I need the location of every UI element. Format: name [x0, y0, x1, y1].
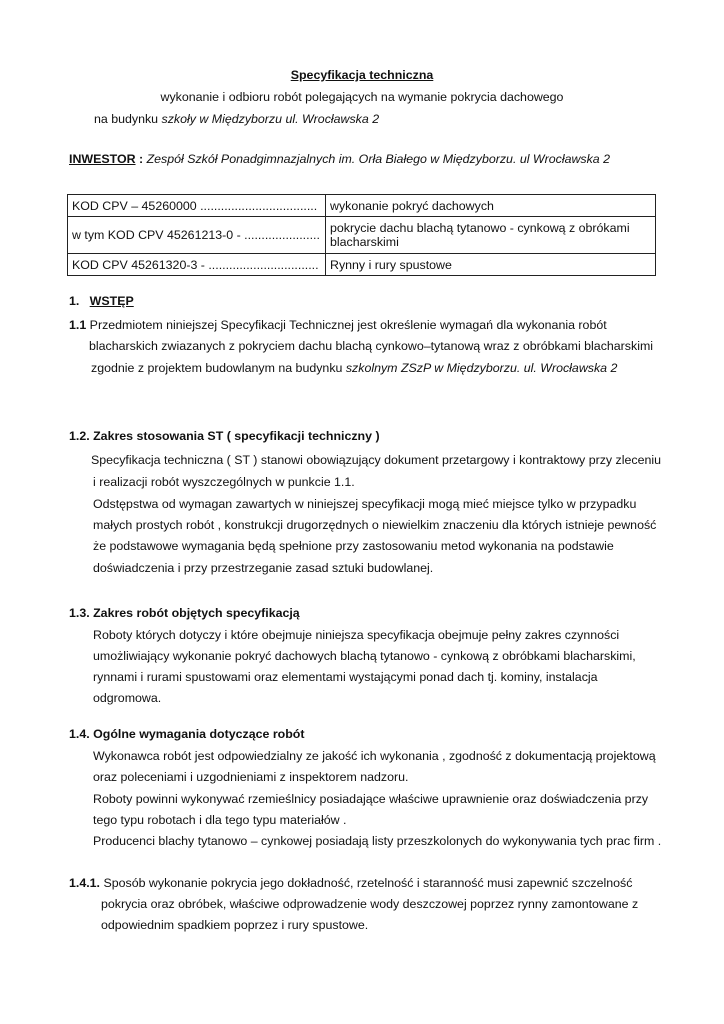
paragraph-line: umożliwiający wykonanie pokryć dachowych blachą tytanowo - cynkową z obróbkami blacharskimi,: [93, 649, 636, 663]
paragraph-line: Producenci blachy tytanowo – cynkowej posiadają listy przeszkolonych do wykonywania tych prac firm .: [93, 834, 662, 848]
paragraph-1-4-1-text: Sposób wykonanie pokrycia jego dokładność, rzetelność i staranność musi zapewnić szczelność: [100, 876, 633, 890]
cpv-code-cell: KOD CPV – 45260000 ..................................: [68, 195, 326, 217]
paragraph-1-4-1-number: 1.4.1.: [69, 876, 101, 890]
investor-separator: :: [135, 152, 147, 166]
paragraph-line: Odstępstwa od wymagan zawartych w niniejszej specyfikacji mogą mieć miejsce tylko w przypadku: [93, 497, 637, 511]
investor-line: [69, 152, 610, 166]
location-prefix: na budynku: [94, 112, 162, 126]
location-italic: szkoły w Międzyborzu ul. Wrocławska 2: [161, 112, 380, 126]
paragraph-1-1-line-3: [91, 361, 617, 375]
paragraph-line: rynnami i rurami spustowami oraz elementami wystającymi ponad dach tj. kominy, instalacja: [93, 670, 598, 684]
cpv-desc-cell: pokrycie dachu blachą tytanowo - cynkową z obrókami blacharskimi: [326, 217, 656, 254]
section-1-heading: [69, 294, 134, 308]
paragraph-line: Roboty powinni wykonywać rzemieślnicy posiadające właściwe uprawnienie oraz doświadczenia przy: [93, 792, 649, 806]
table-row: [68, 217, 656, 254]
location-line: [94, 112, 379, 126]
table-row: [68, 195, 656, 217]
section-1-2-heading: 1.2. Zakres stosowania ST ( specyfikacji techniczny ): [69, 429, 380, 443]
paragraph-1-1-line-3-prefix: zgodnie z projektem budowlanym na budynku: [91, 361, 346, 375]
paragraph-line: oraz poleceniami i uzgodnieniami z inspektorem nadzoru.: [93, 770, 409, 784]
paragraph-1-1-line-1: [69, 318, 607, 332]
paragraph-1-4-1-line-1: [69, 876, 632, 890]
table-row: [68, 254, 656, 276]
paragraph-1-4-1-line-3: odpowiednim spadkiem poprzez i rury spustowe.: [101, 918, 369, 932]
paragraph-1-1-line-2: blacharskich zwiazanych z pokryciem dachu blachą cynkowo–tytanową wraz z obróbkami blacharskimi: [89, 339, 654, 353]
cpv-desc-cell: wykonanie pokryć dachowych: [326, 195, 656, 217]
paragraph-1-1-line-3-italic: szkolnym ZSzP w Międzyborzu. ul. Wrocławska 2: [345, 361, 618, 375]
paragraph-1-4-1-line-2: pokrycia oraz obróbek, właściwe odprowadzenie wody deszczowej poprzez rynny zamontowane z: [101, 897, 639, 911]
paragraph-line: odgromowa.: [93, 691, 162, 705]
section-1-title: WSTĘP: [89, 294, 134, 308]
paragraph-line: małych prostych robót , konstrukcji drugorzędnych o niewielkim znaczeniu dla których istnieje pewność: [93, 518, 657, 532]
investor-value: Zespół Szkół Ponadgimnazjalnych im. Orła Białego w Międzyborzu. ul Wrocławska 2: [146, 152, 611, 166]
investor-label: INWESTOR: [69, 152, 136, 166]
section-1-number: 1.: [69, 294, 80, 308]
paragraph-line: i realizacji robót wyszczególnych w punkcie 1.1.: [93, 475, 355, 489]
paragraph-1-1-number: 1.1: [69, 318, 87, 332]
paragraph-line: Wykonawca robót jest odpowiedzialny ze jakość ich wykonania , zgodność z dokumentacją projektową: [93, 749, 656, 763]
paragraph-line: doświadczenia i przy przestrzeganie zasad sztuki budowlanej.: [93, 561, 434, 575]
cpv-table: [67, 194, 656, 276]
paragraph-line: że podstawowe wymagania będą spełnione przy zastosowaniu metod wykonania na podstawie: [93, 539, 614, 553]
paragraph-line: tego typu robotach i dla tego typu materiałów .: [93, 813, 347, 827]
cpv-desc-cell: Rynny i rury spustowe: [326, 254, 656, 276]
paragraph-line: Specyfikacja techniczna ( ST ) stanowi obowiązujący dokument przetargowy i kontraktowy przy zleceniu: [91, 453, 661, 467]
section-1-3-heading: 1.3. Zakres robót objętych specyfikacją: [69, 606, 300, 620]
cpv-code-cell: w tym KOD CPV 45261213-0 - ......................: [68, 217, 326, 254]
document-subtitle: wykonanie i odbioru robót polegających na wymanie pokrycia dachowego: [160, 90, 564, 104]
document-title: Specyfikacja techniczna: [290, 68, 434, 82]
cpv-code-cell: KOD CPV 45261320-3 - ................................: [68, 254, 326, 276]
section-1-4-heading: 1.4. Ogólne wymagania dotyczące robót: [69, 727, 305, 741]
paragraph-1-1-text: Przedmiotem niniejszej Specyfikacji Technicznej jest określenie wymagań dla wykonania robót: [86, 318, 607, 332]
paragraph-line: Roboty których dotyczy i które obejmuje niniejsza specyfikacja obejmuje pełny zakres czynności: [93, 628, 620, 642]
